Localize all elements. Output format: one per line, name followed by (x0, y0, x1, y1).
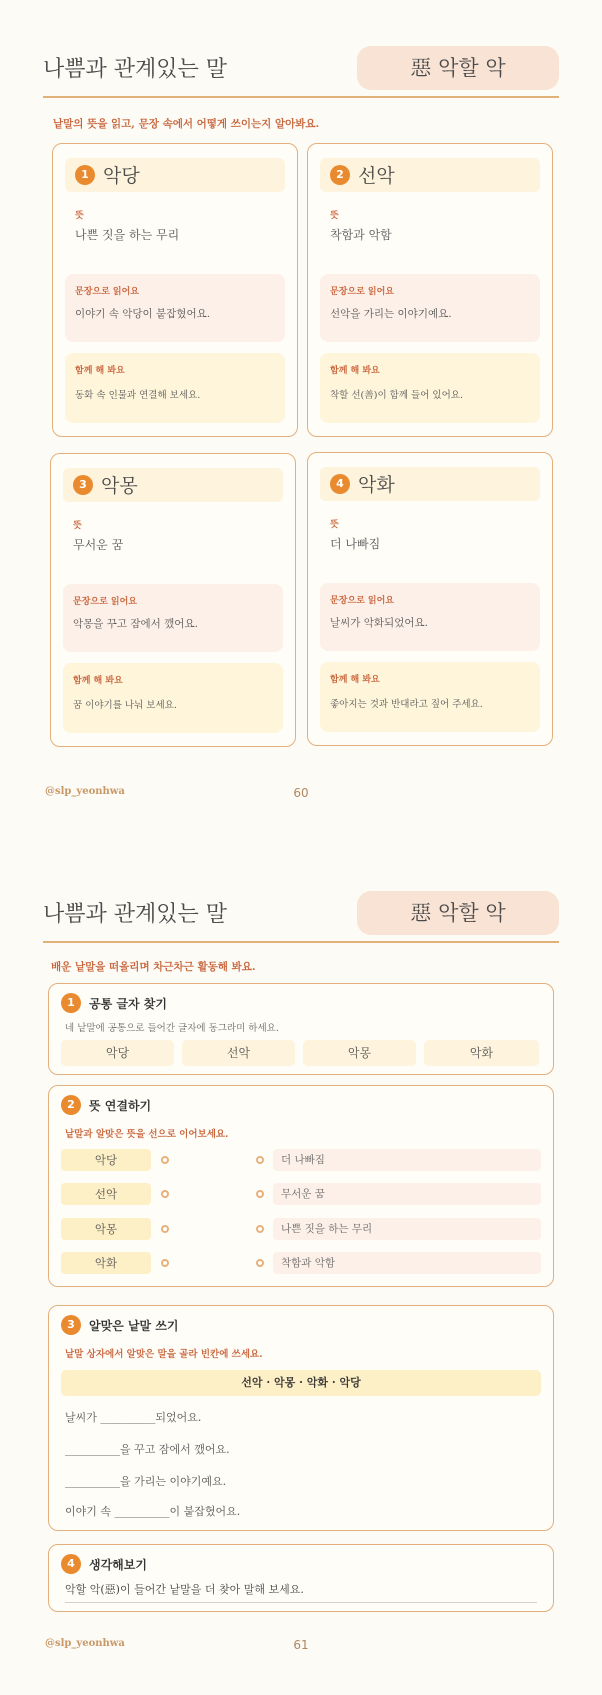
meaning-label: 뜻 (330, 211, 339, 221)
activity-title: 알맞은 낱말 쓰기 (89, 1319, 179, 1333)
number-badge: 3 (73, 475, 93, 495)
number-badge: 2 (61, 1095, 81, 1115)
word-card-header (63, 468, 283, 502)
word-card-header (65, 158, 285, 192)
match-meaning: 더 나빠짐 (273, 1149, 541, 1171)
number-badge: 4 (330, 474, 350, 494)
page-header (43, 891, 559, 943)
try-label: 함께 해 봐요 (330, 366, 380, 376)
fill-blank-sentence[interactable]: 이야기 속 __________이 붙잡혔어요. (65, 1505, 241, 1518)
match-dot-left[interactable] (161, 1190, 169, 1198)
word-title: 선악 (358, 165, 395, 187)
try-label: 함께 해 봐요 (330, 675, 380, 685)
example-box (320, 274, 540, 342)
word-card (52, 143, 298, 437)
example-box (63, 584, 283, 652)
try-text: 좋아지는 것과 반대라고 짚어 주세요. (330, 699, 483, 710)
match-meaning: 착함과 악함 (273, 1252, 541, 1274)
example-sentence: 이야기 속 악당이 붙잡혔어요. (75, 308, 211, 320)
number-badge: 2 (330, 165, 350, 185)
example-label: 문장으로 읽어요 (73, 597, 137, 607)
activity-match-meaning (48, 1085, 554, 1287)
activity-instruction: 낱말 상자에서 알맞은 말을 골라 빈칸에 쓰세요. (65, 1349, 263, 1360)
hanja-badge: 惡 악할 악 (357, 46, 559, 90)
word-chip[interactable]: 악당 (61, 1040, 174, 1066)
example-sentence: 날씨가 악화되었어요. (330, 617, 428, 629)
try-box (320, 662, 540, 732)
word-chip[interactable]: 선악 (182, 1040, 295, 1066)
activity-instruction: 네 낱말에 공통으로 들어간 글자에 동그라미 하세요. (65, 1023, 279, 1034)
word-chip[interactable]: 악화 (424, 1040, 539, 1066)
activity-fill-blank (48, 1305, 554, 1531)
activity-instruction: 낱말과 알맞은 뜻을 선으로 이어보세요. (65, 1129, 229, 1140)
example-sentence: 악몽을 꾸고 잠에서 깼어요. (73, 618, 198, 630)
fill-blank-sentence[interactable]: __________을 꾸고 잠에서 깼어요. (65, 1443, 230, 1456)
try-box (320, 353, 540, 423)
match-word: 악화 (61, 1252, 151, 1274)
try-label: 함께 해 봐요 (75, 366, 125, 376)
try-box (63, 663, 283, 733)
think-prompt: 악할 악(惡)이 들어간 낱말을 더 찾아 말해 보세요. (65, 1583, 304, 1596)
match-dot-right[interactable] (256, 1156, 264, 1164)
example-label: 문장으로 읽어요 (75, 287, 139, 297)
page-intro: 낱말의 뜻을 읽고, 문장 속에서 어떻게 쓰이는지 알아봐요. (53, 118, 320, 130)
word-title: 악당 (103, 165, 140, 187)
example-box (320, 583, 540, 651)
number-badge: 3 (61, 1315, 81, 1335)
example-sentence: 선악을 가리는 이야기예요. (330, 308, 452, 320)
author-handle: @slp_yeonhwa (45, 786, 125, 797)
match-word: 악몽 (61, 1218, 151, 1240)
word-meaning: 나쁜 짓을 하는 무리 (75, 228, 180, 242)
number-badge: 1 (75, 165, 95, 185)
word-card (50, 453, 296, 747)
word-card (307, 143, 553, 437)
word-card-header (320, 158, 540, 192)
page-header (43, 46, 559, 98)
fill-blank-sentence[interactable]: 날씨가 __________되었어요. (65, 1411, 202, 1424)
worksheet-page-60 (0, 0, 602, 830)
example-label: 문장으로 읽어요 (330, 596, 394, 606)
try-box (65, 353, 285, 423)
word-title: 악화 (358, 474, 395, 496)
try-text: 꿈 이야기를 나눠 보세요. (73, 700, 177, 711)
number-badge: 4 (61, 1554, 81, 1574)
match-word: 선악 (61, 1183, 151, 1205)
page-number: 61 (293, 1638, 309, 1652)
try-label: 함께 해 봐요 (73, 676, 123, 686)
match-meaning: 나쁜 짓을 하는 무리 (273, 1218, 541, 1240)
match-dot-left[interactable] (161, 1156, 169, 1164)
answer-line[interactable] (65, 1602, 537, 1603)
example-box (65, 274, 285, 342)
match-dot-right[interactable] (256, 1225, 264, 1233)
word-meaning: 착함과 악함 (330, 228, 392, 242)
meaning-label: 뜻 (75, 211, 84, 221)
worksheet-page-61 (0, 845, 602, 1695)
page-title: 나쁨과 관계있는 말 (43, 902, 228, 927)
hanja-badge: 惡 악할 악 (357, 891, 559, 935)
word-card-header (320, 467, 540, 501)
page-intro: 배운 낱말을 떠올리며 차근차근 활동해 봐요. (51, 961, 256, 973)
match-word: 악당 (61, 1149, 151, 1171)
word-bank: 선악 · 악몽 · 악화 · 악당 (61, 1370, 541, 1396)
page-title: 나쁨과 관계있는 말 (43, 57, 228, 82)
word-meaning: 더 나빠짐 (330, 537, 381, 551)
author-handle: @slp_yeonhwa (45, 1638, 125, 1649)
match-dot-right[interactable] (256, 1259, 264, 1267)
word-card (307, 452, 553, 746)
try-text: 동화 속 인물과 연결해 보세요. (75, 390, 201, 401)
word-chip[interactable]: 악몽 (303, 1040, 416, 1066)
activity-title: 공통 글자 찾기 (89, 997, 167, 1011)
page-number: 60 (293, 786, 309, 800)
word-title: 악몽 (101, 475, 138, 497)
match-meaning: 무서운 꿈 (273, 1183, 541, 1205)
activity-title: 뜻 연결하기 (89, 1099, 152, 1113)
fill-blank-sentence[interactable]: __________을 가리는 이야기예요. (65, 1475, 227, 1488)
try-text: 착할 선(善)이 함께 들어 있어요. (330, 390, 463, 401)
meaning-label: 뜻 (330, 520, 339, 530)
number-badge: 1 (61, 993, 81, 1013)
activity-find-common-letter (48, 983, 554, 1075)
match-dot-left[interactable] (161, 1259, 169, 1267)
activity-title: 생각해보기 (89, 1558, 147, 1572)
example-label: 문장으로 읽어요 (330, 287, 394, 297)
meaning-label: 뜻 (73, 521, 82, 531)
word-meaning: 무서운 꿈 (73, 538, 124, 552)
match-dot-left[interactable] (161, 1225, 169, 1233)
match-dot-right[interactable] (256, 1190, 264, 1198)
activity-think (48, 1544, 554, 1612)
